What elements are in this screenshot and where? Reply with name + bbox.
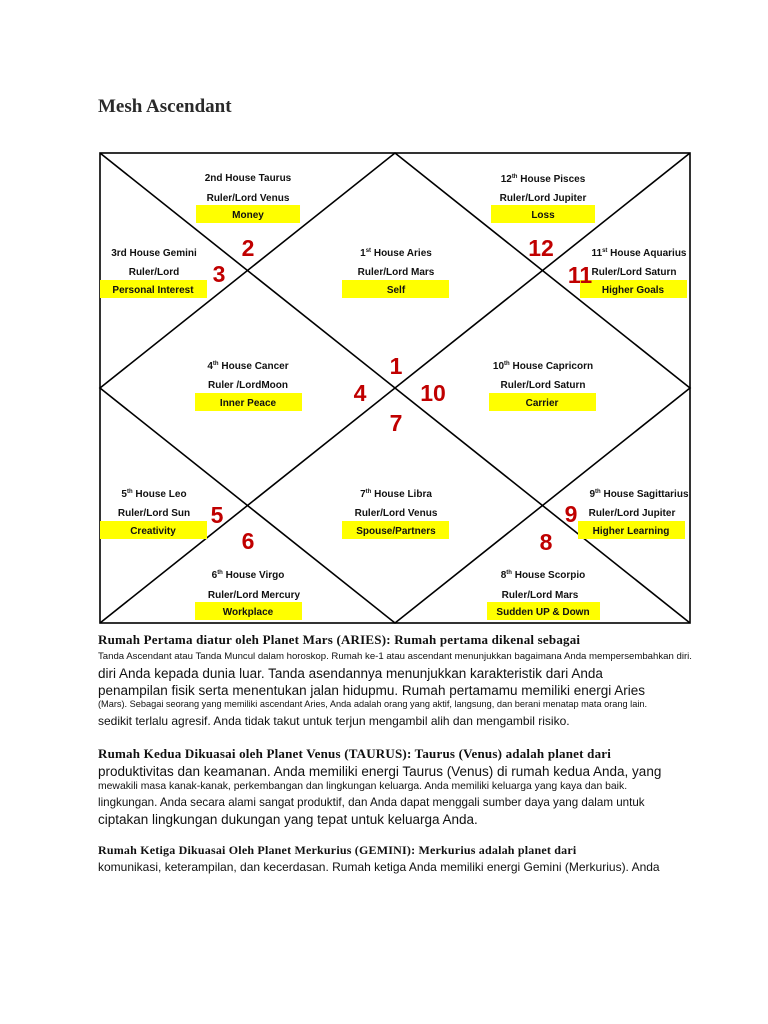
house-ruler: Ruler/Lord Mars — [501, 590, 579, 601]
house-number-2: 2 — [241, 235, 255, 261]
paragraph-text: penampilan fisik serta menentukan jalan hidupmu. Rumah pertamamu memiliki energi Aries — [98, 683, 646, 698]
house-label: Sudden UP & Down — [496, 607, 590, 618]
house-label: Higher Goals — [601, 285, 665, 296]
house-title: 3rd House Gemini — [111, 248, 197, 259]
house-title: 7th House Libra — [360, 489, 432, 500]
document-title: Mesh Ascendant — [98, 96, 232, 117]
paragraph-heading: Rumah Ketiga Dikuasai Oleh Planet Merkurius (GEMINI): Merkurius adalah planet dari — [98, 843, 577, 857]
house-number-11: 11 — [567, 262, 593, 288]
paragraph-text: Tanda Ascendant atau Tanda Muncul dalam horoskop. Rumah ke-1 atau ascendant menunjukkan bagaimana Anda mempersembahkan diri. — [98, 651, 692, 662]
house-8 — [487, 570, 600, 620]
house-title: 10th House Capricorn — [492, 361, 594, 372]
house-label: Money — [232, 210, 264, 221]
house-ruler: Ruler/Lord Mars — [357, 267, 435, 278]
paragraph-text: produktivitas dan keamanan. Anda memiliki energi Taurus (Venus) di rumah kedua Anda, yang — [98, 764, 662, 779]
house-3 — [100, 248, 207, 298]
house-title: 12th House Pisces — [500, 174, 586, 185]
house-label: Self — [386, 285, 406, 296]
house-number-5: 5 — [210, 502, 224, 528]
house-ruler: Ruler/Lord Venus — [206, 193, 290, 204]
house-ruler: Ruler/Lord Sun — [117, 508, 191, 519]
house-ruler: Ruler/Lord Jupiter — [588, 508, 676, 519]
paragraph-text: lingkungan. Anda secara alami sangat produktif, dan Anda dapat menggali sumber daya yang dalam untuk — [98, 796, 645, 809]
house-label: Creativity — [130, 526, 176, 537]
house-title: 5th House Leo — [121, 489, 187, 500]
paragraph-text: komunikasi, keterampilan, dan kecerdasan. Rumah ketiga Anda memiliki energi Gemini (Merkurius). Anda — [98, 860, 660, 874]
house-1 — [342, 248, 449, 298]
house-number-8: 8 — [539, 529, 553, 555]
house-10 — [489, 361, 596, 411]
house-number-9: 9 — [564, 501, 578, 527]
house-label: Spouse/Partners — [356, 526, 436, 537]
house-number-1: 1 — [389, 353, 403, 379]
house-title: 1st House Aries — [360, 248, 432, 259]
house-label: Inner Peace — [219, 398, 277, 409]
house-title: 4th House Cancer — [207, 361, 289, 372]
house-number-4: 4 — [353, 380, 367, 406]
house-6 — [195, 570, 302, 620]
house-label: Personal Interest — [112, 285, 194, 296]
paragraph-heading: Rumah Kedua Dikuasai oleh Planet Venus (TAURUS): Taurus (Venus) adalah planet dari — [98, 746, 612, 761]
house-12 — [491, 174, 595, 223]
house-title: 8th House Scorpio — [500, 570, 586, 581]
house-title: 9th House Sagittarius — [589, 489, 689, 500]
house-11 — [580, 248, 687, 298]
paragraph-text: mewakili masa kanak-kanak, perkembangan dan lingkungan keluarga. Anda memiliki keluarga yang kaya dan baik. — [98, 781, 628, 792]
chart-lines — [100, 153, 690, 623]
house-title: 11st House Aquarius — [591, 248, 687, 259]
house-7 — [342, 489, 449, 539]
house-number-3: 3 — [212, 261, 226, 287]
house-ruler: Ruler/Lord Mercury — [207, 590, 301, 601]
house-label: Workplace — [222, 607, 274, 618]
house-label: Higher Learning — [592, 526, 670, 537]
paragraph-text: ciptakan lingkungan dukungan yang tepat untuk keluarga Anda. — [98, 812, 478, 827]
house-5 — [100, 489, 207, 539]
house-9 — [578, 489, 689, 539]
house-ruler: Ruler/Lord Saturn — [591, 267, 677, 278]
paragraph-text: (Mars). Sebagai seorang yang memiliki ascendant Aries, Anda adalah orang yang aktif, langsung, dan berani menatap mata orang lain. — [98, 699, 648, 709]
house-ruler: Ruler /LordMoon — [208, 380, 288, 391]
paragraph-heading: Rumah Pertama diatur oleh Planet Mars (ARIES): Rumah pertama dikenal sebagai — [98, 632, 581, 647]
house-number-6: 6 — [241, 528, 255, 554]
house-number-7: 7 — [389, 410, 403, 436]
house-label: Loss — [531, 210, 555, 221]
paragraph-text: diri Anda kepada dunia luar. Tanda asendannya menunjukkan karakteristik dari Anda — [98, 666, 603, 681]
house-2 — [196, 173, 300, 223]
house-ruler: Ruler/Lord Saturn — [500, 380, 586, 391]
house-ruler: Ruler/Lord Venus — [354, 508, 438, 519]
house-ruler: Ruler/Lord Jupiter — [499, 193, 587, 204]
house-title: 2nd House Taurus — [204, 173, 292, 184]
house-title: 6th House Virgo — [211, 570, 285, 581]
house-number-10: 10 — [420, 380, 446, 406]
house-number-12: 12 — [528, 235, 554, 261]
house-4 — [195, 361, 302, 411]
paragraph-text: sedikit terlalu agresif. Anda tidak takut untuk terjun mengambil alih dan mengambil risiko. — [98, 714, 570, 728]
house-label: Carrier — [525, 398, 559, 409]
house-ruler: Ruler/Lord — [128, 267, 180, 278]
